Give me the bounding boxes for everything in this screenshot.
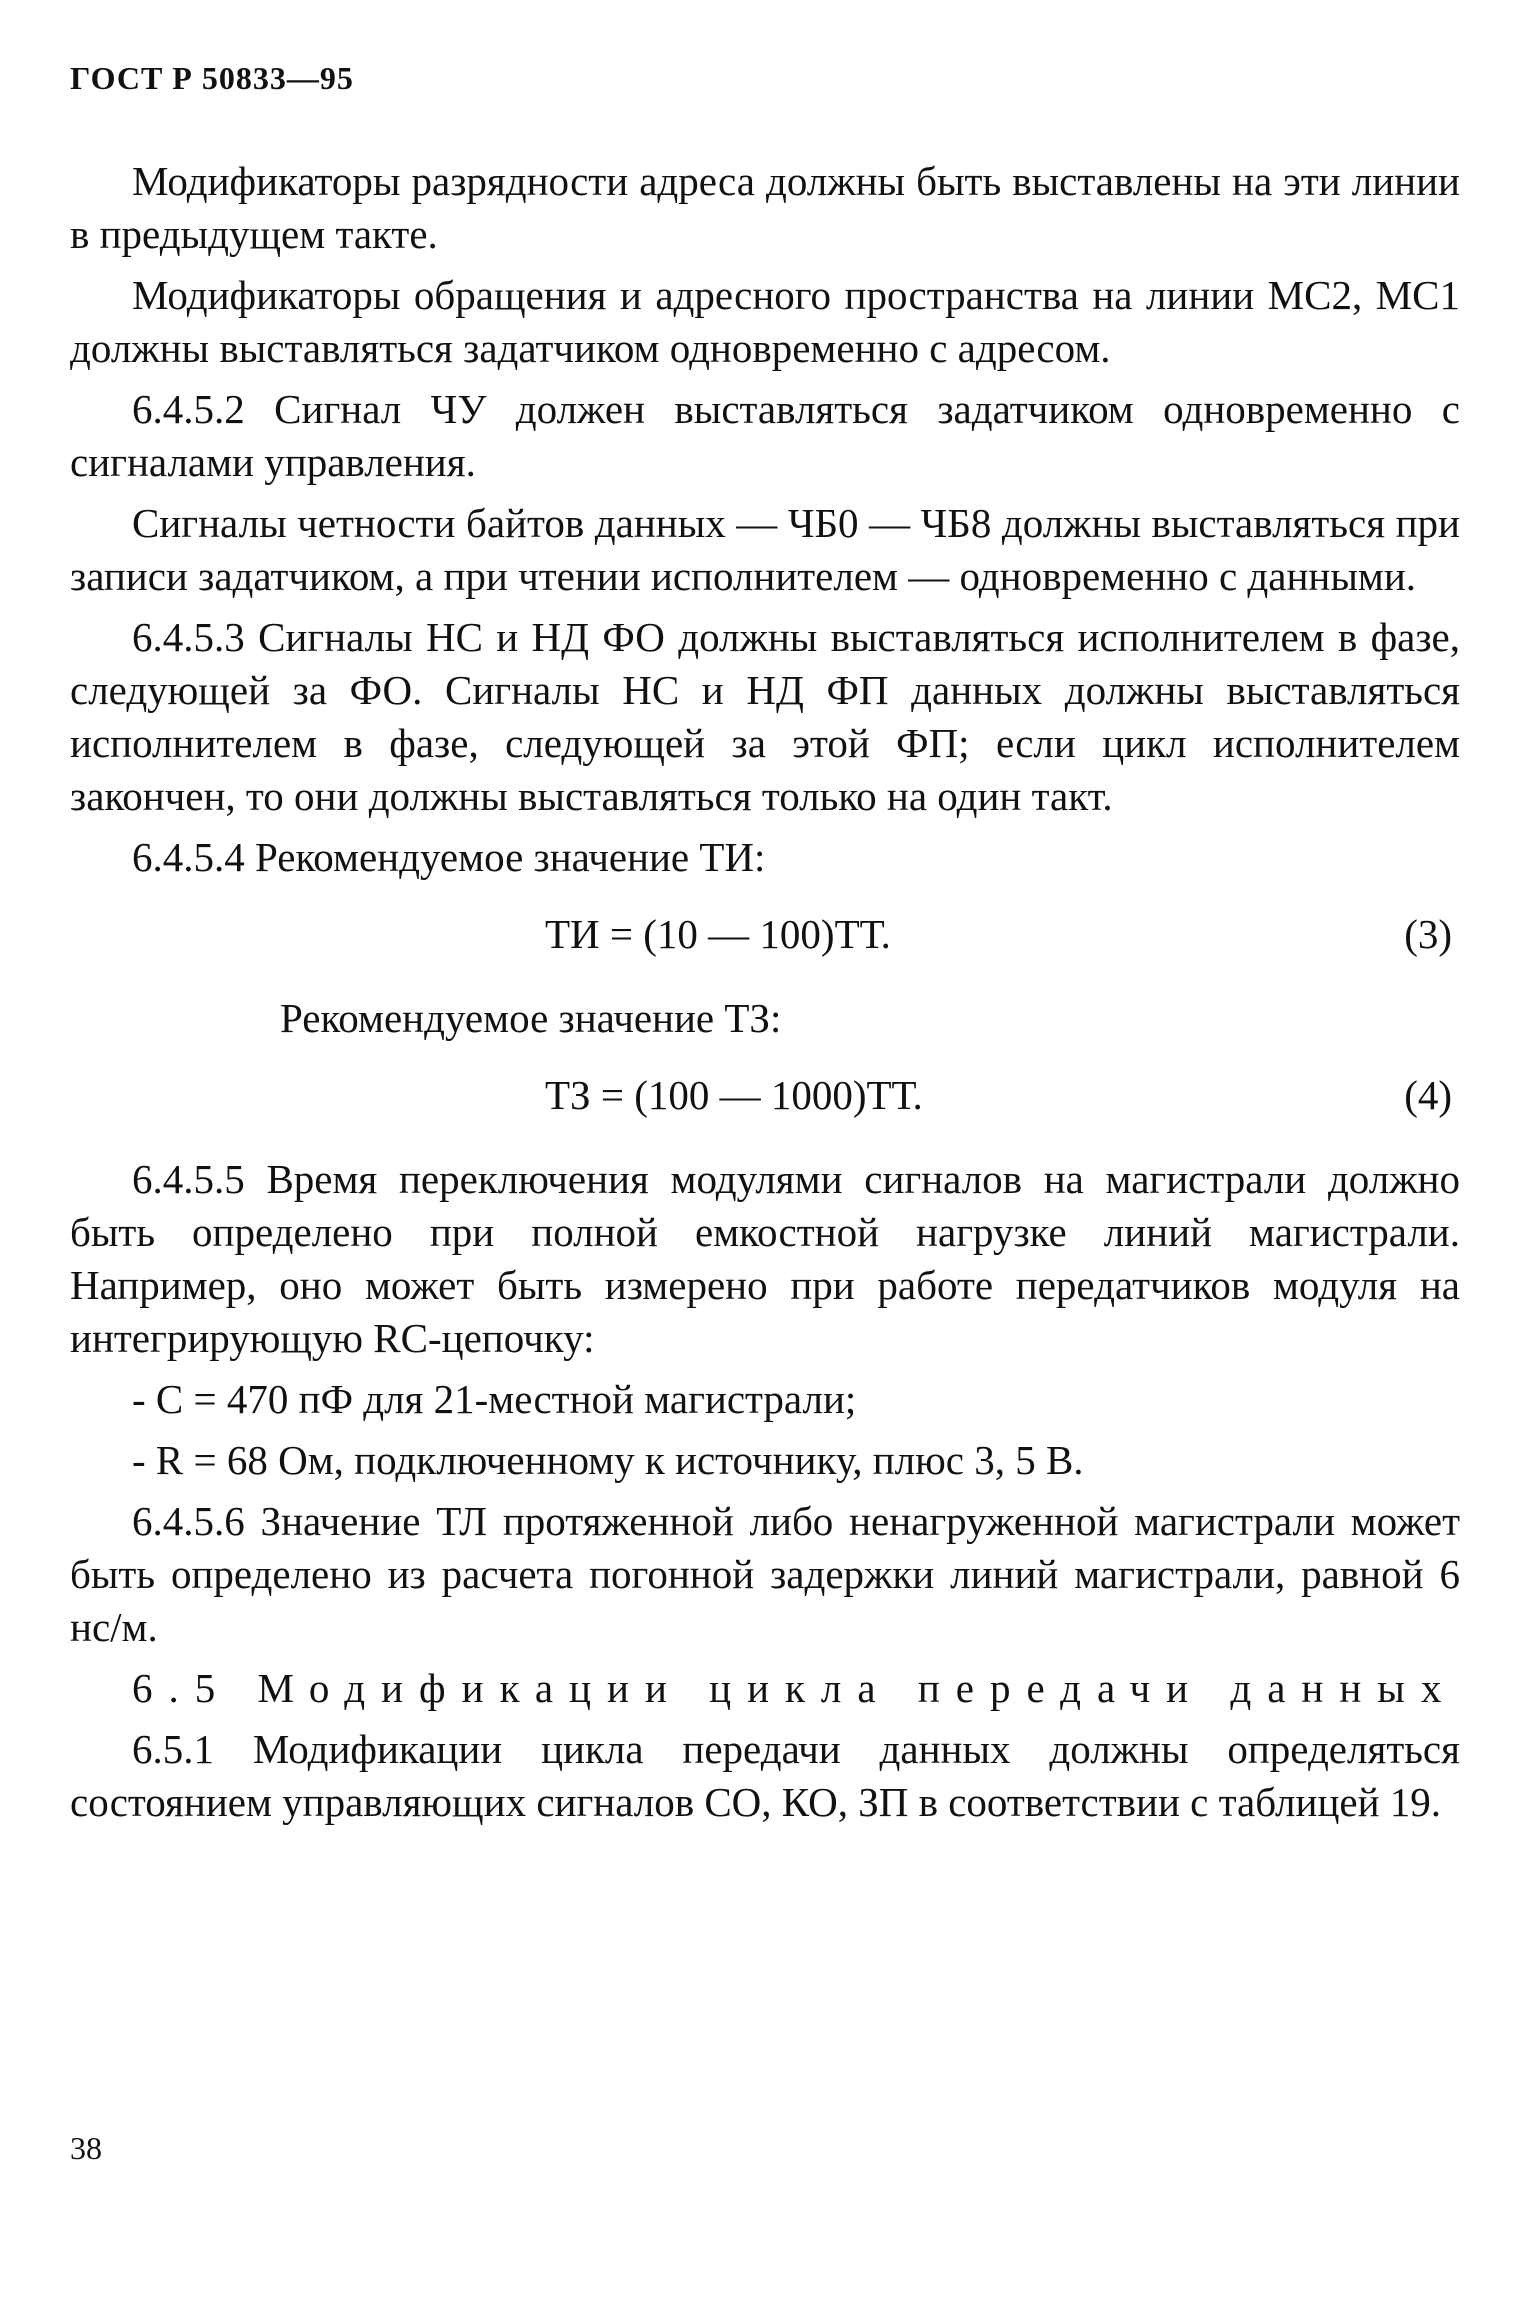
equation-4-number: (4) bbox=[1404, 1072, 1452, 1118]
paragraph-6-4-5-2: 6.4.5.2 Сигнал ЧУ должен выставляться задатчиком одновременно с сигналами управления. bbox=[70, 386, 1460, 485]
document-header: ГОСТ Р 50833—95 bbox=[70, 60, 354, 96]
equation-3-number: (3) bbox=[1404, 911, 1452, 957]
list-item-capacitance: - С = 470 пФ для 21-местной магистрали; bbox=[132, 1376, 857, 1422]
page-number: 38 bbox=[70, 2130, 102, 2166]
equation-3 bbox=[70, 908, 1460, 964]
paragraph-tz-intro: Рекомендуемое значение ТЗ: bbox=[280, 995, 782, 1041]
paragraph-address-modifiers: Модификаторы разрядности адреса должны быть выставлены на эти линии в предыдущем такте. bbox=[70, 158, 1460, 257]
paragraph-6-4-5-4: 6.4.5.4 Рекомендуемое значение ТИ: bbox=[132, 834, 766, 880]
paragraph-6-5-1: 6.5.1 Модификации цикла передачи данных должны определяться состоянием управляющих сигналов СО, КО, ЗП в соответствии с таблицей 19. bbox=[70, 1726, 1460, 1825]
paragraph-6-4-5-6: 6.4.5.6 Значение ТЛ протяженной либо ненагруженной магистрали может быть определено из расчета погонной задержки линий магистрали, равной 6 нс/м. bbox=[70, 1498, 1460, 1650]
equation-4-formula: ТЗ = (100 — 1000)ТТ. bbox=[545, 1072, 923, 1118]
paragraph-parity-signals: Сигналы четности байтов данных — ЧБ0 — ЧБ8 должны выставляться при записи задатчиком, а при чтении исполнителем — одновременно с данными. bbox=[70, 500, 1460, 599]
document-body bbox=[70, 155, 1460, 1837]
equation-4 bbox=[70, 1069, 1460, 1125]
paragraph-6-4-5-3: 6.4.5.3 Сигналы НС и НД ФО должны выставляться исполнителем в фазе, следующей за ФО. Сигналы НС и НД ФП данных должны выставляться исполнителем в фазе, следующей за этой ФП; если цикл исполнителем закончен, то они должны выставляться только на один такт. bbox=[70, 614, 1460, 819]
paragraph-access-modifiers: Модификаторы обращения и адресного пространства на линии МС2, МС1 должны выставляться задатчиком одновременно с адресом. bbox=[70, 272, 1460, 371]
equation-3-formula: ТИ = (10 — 100)ТТ. bbox=[545, 911, 891, 957]
paragraph-6-4-5-5: 6.4.5.5 Время переключения модулями сигналов на магистрали должно быть определено при полной емкостной нагрузке линий магистрали. Например, оно может быть измерено при работе передатчиков модуля на интегрирующую RC-цепочку: bbox=[70, 1156, 1460, 1361]
section-heading-6-5: 6.5 Модификации цикла передачи данных bbox=[132, 1665, 1458, 1711]
list-item-resistance: - R = 68 Ом, подключенному к источнику, плюс 3, 5 В. bbox=[132, 1437, 1084, 1483]
